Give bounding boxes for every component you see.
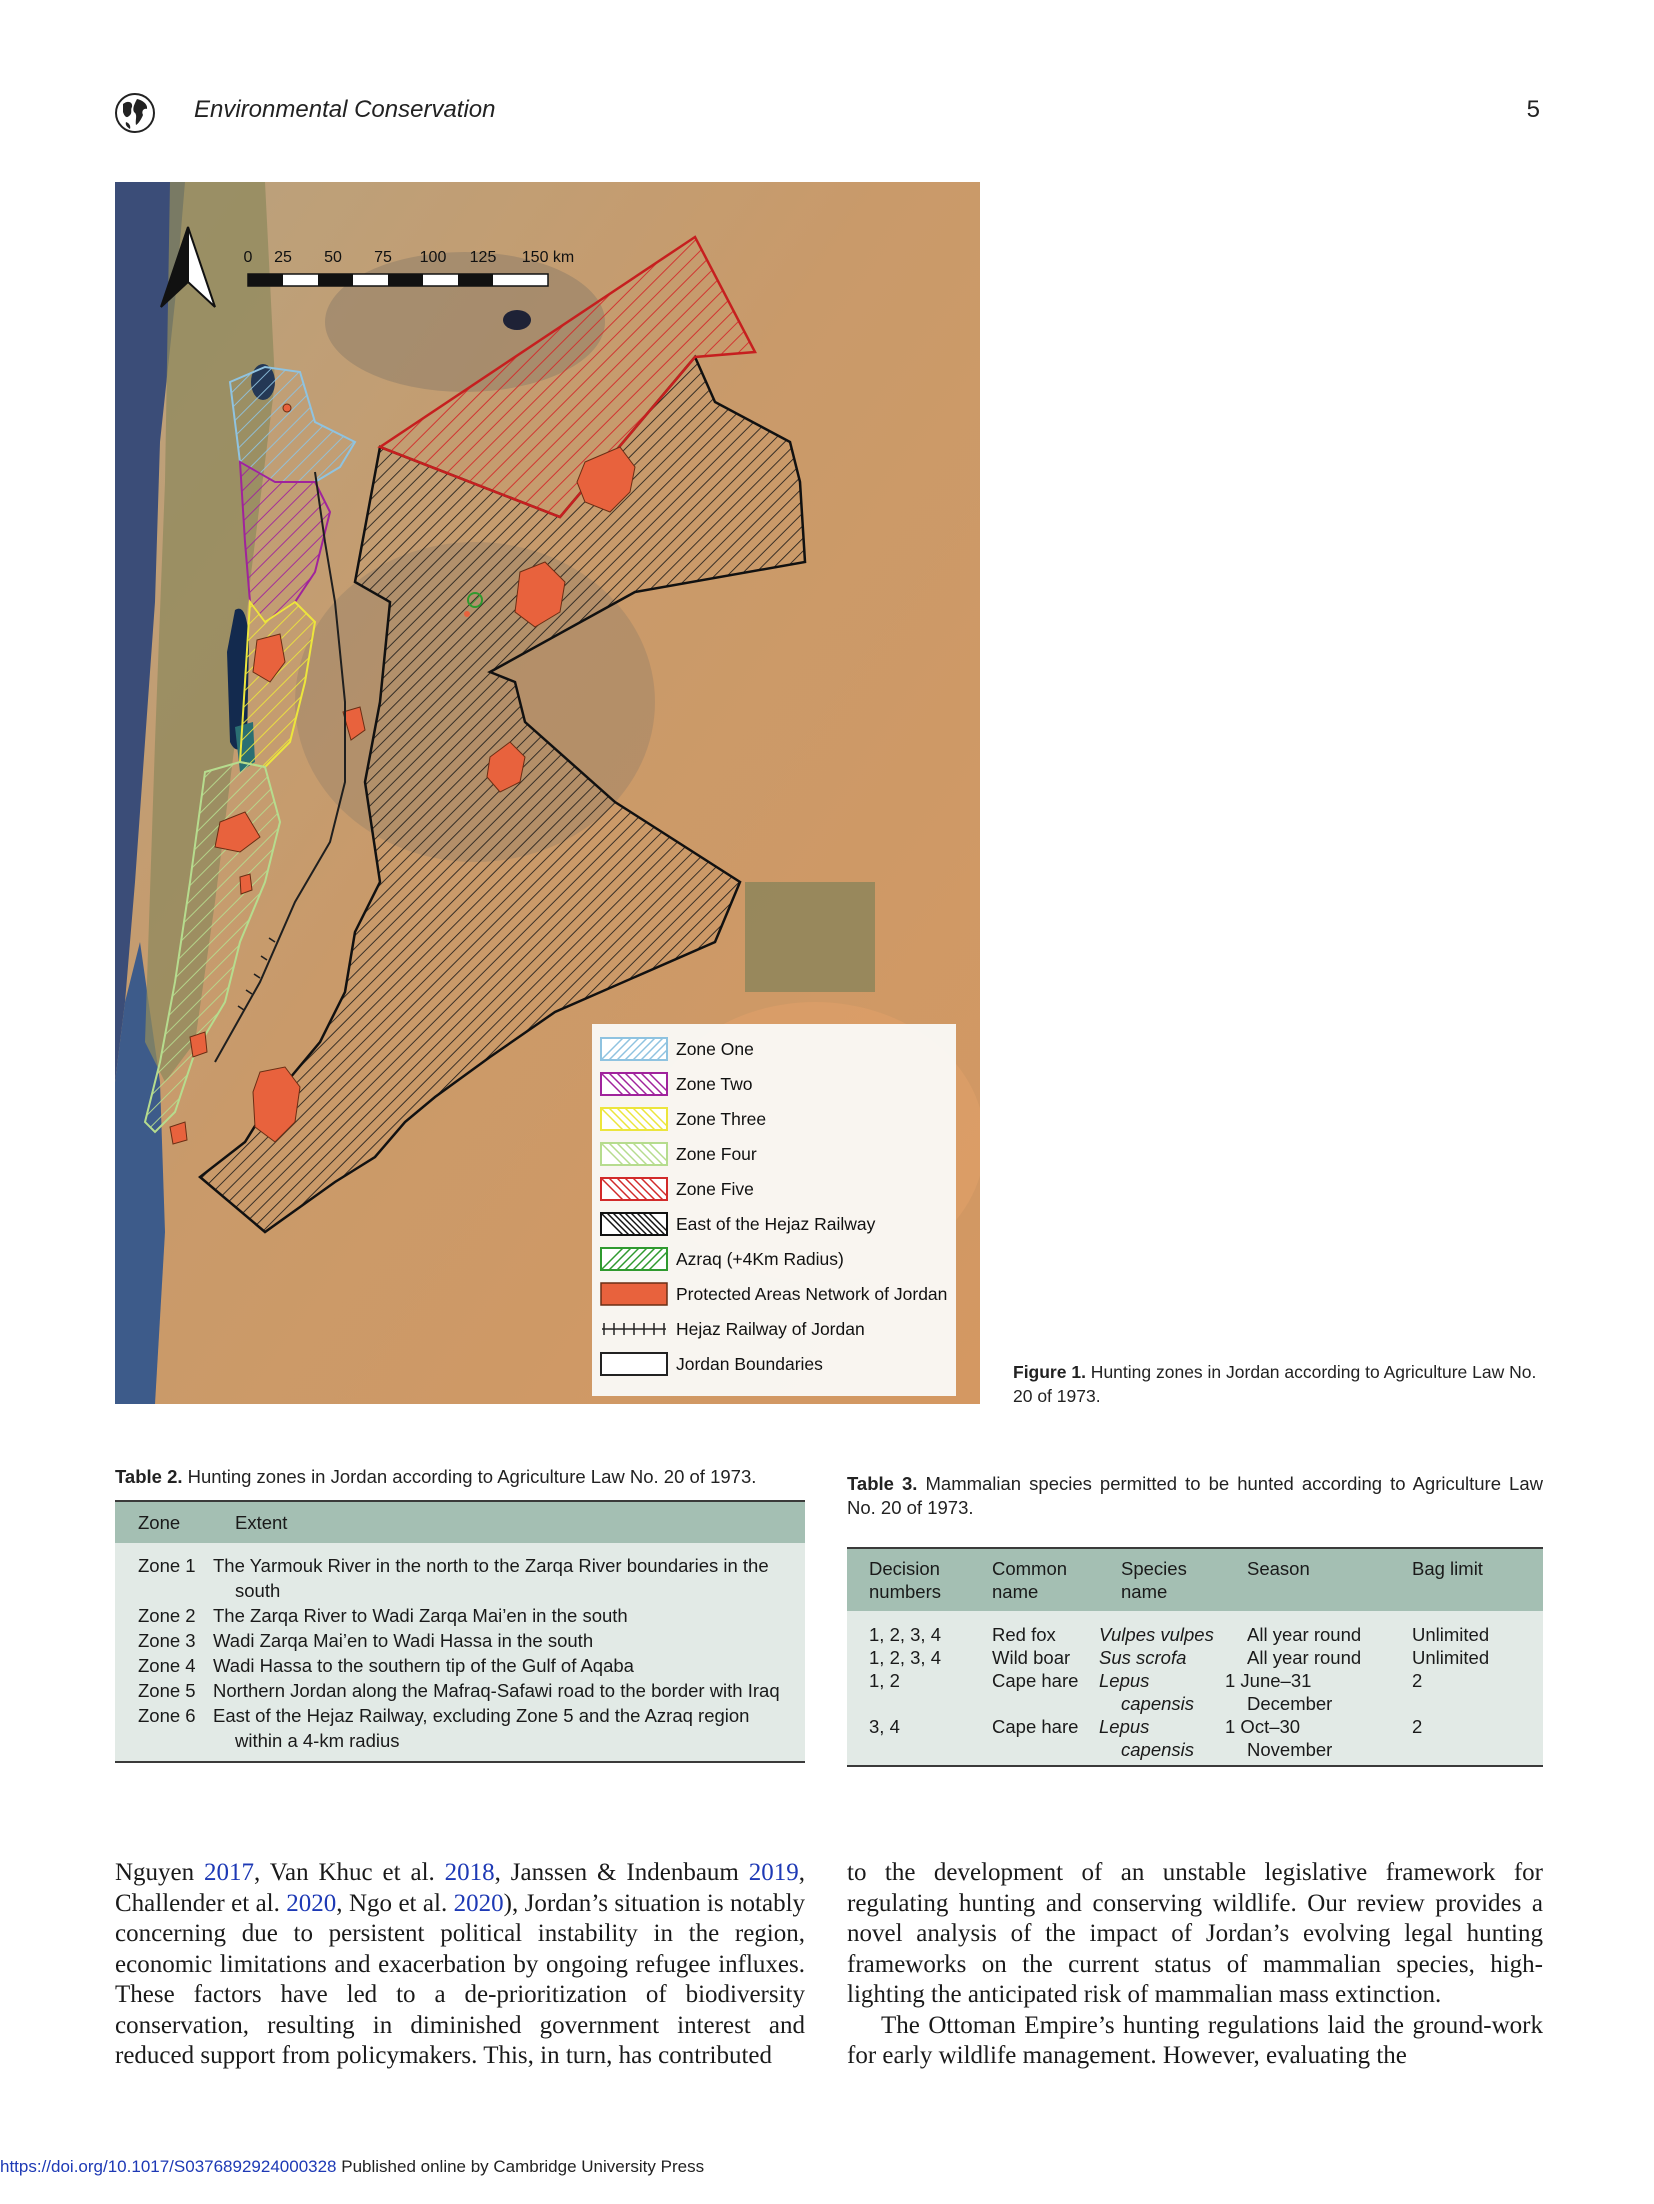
legend-item [600, 1139, 757, 1169]
extent-cell: The Yarmouk River in the north to the Zarqa River boundaries in the south [213, 1555, 769, 1601]
scale-label: 150 km [521, 249, 575, 266]
species-cell: Vulpes vulpes [1099, 1624, 1214, 1645]
table2-header-row [115, 1501, 805, 1543]
legend-swatch-east-hejaz [600, 1212, 668, 1236]
table3-header: Bag limit [1412, 1548, 1543, 1611]
legend-swatch-boundaries [600, 1352, 668, 1376]
legend-swatch-zone-four [600, 1142, 668, 1166]
decision-cell: 1, 2 [869, 1670, 900, 1691]
bag-limit-cell: 2 [1412, 1716, 1423, 1737]
figure-label: Figure 1. [1013, 1362, 1086, 1382]
extent-cell: East of the Hejaz Railway, excluding Zone 5 and the Azraq region within a 4-km radius [213, 1705, 750, 1751]
azraq-zone [468, 593, 482, 607]
body-text-segment: Nguyen [115, 1859, 205, 1886]
figure-caption [1013, 1360, 1543, 1408]
table-row [847, 1669, 1543, 1715]
body-left-column [115, 1858, 805, 2072]
table3-caption-text: Mammalian species permitted to be hunted according to Agriculture Law No. 20 of 1973. [847, 1473, 1543, 1518]
table-row [115, 1543, 805, 1603]
legend-label: Zone Three [676, 1108, 767, 1129]
zone-cell: Zone 1 [138, 1555, 196, 1576]
legend-item [600, 1209, 875, 1239]
legend-label: East of the Hejaz Railway [676, 1213, 876, 1234]
species-cell: Lepus capensis [1099, 1670, 1195, 1714]
citation-link[interactable]: 2018 [444, 1859, 495, 1886]
season-cell: All year round [1247, 1647, 1362, 1668]
figure-caption-text: Hunting zones in Jordan according to Agriculture Law No. 20 of 1973. [1013, 1362, 1537, 1406]
protected-area [190, 1032, 207, 1057]
body-text-segment: , Van Khuc et al. [254, 1859, 445, 1886]
table2-caption-text: Hunting zones in Jordan according to Agriculture Law No. 20 of 1973. [182, 1466, 757, 1487]
legend-item [600, 1279, 947, 1309]
table-row [115, 1603, 805, 1628]
legend-swatch-zone-five [600, 1177, 668, 1201]
extent-cell: The Zarqa River to Wadi Zarqa Mai’en in the south [213, 1605, 628, 1626]
legend-item [600, 1174, 754, 1204]
map-legend [592, 1024, 956, 1396]
globe-icon [114, 92, 156, 134]
citation-link[interactable]: 2019 [748, 1859, 799, 1886]
season-cell: 1 June–31 December [1225, 1670, 1333, 1714]
decision-cell: 1, 2, 3, 4 [869, 1624, 941, 1645]
legend-label: Jordan Boundaries [676, 1353, 823, 1374]
table-row [115, 1628, 805, 1653]
legend-swatch-protected-areas [600, 1282, 668, 1306]
citation-link[interactable]: 2020 [286, 1889, 337, 1917]
zone-cell: Zone 3 [138, 1630, 196, 1651]
table2-label: Table 2. [115, 1466, 183, 1487]
table-row [847, 1646, 1543, 1669]
paragraph: The Ottoman Empire’s hunting regulations laid the ground-work for early wildlife management. However, evaluating the [847, 2011, 1543, 2069]
table2-header: Zone [115, 1501, 235, 1543]
legend-item [600, 1244, 844, 1274]
protected-area [240, 874, 252, 894]
footer [0, 2157, 704, 2177]
legend-label: Zone Two [676, 1073, 753, 1094]
body-text-segment: ), Jordan’s situation is notably concerning due to persistent political instability in the region, economic limitations and exacerbation by ongoing refugee influxes. These factors have led to a de-prioritization of biodiversity conservation, resulting in diminished government interest and reduced support from policymakers. This, in turn, has contributed [115, 1889, 806, 2069]
legend-swatch-azraq [600, 1247, 668, 1271]
scale-label: 125 [469, 249, 497, 266]
scale-label: 100 [419, 249, 447, 266]
citation-link[interactable]: 2017 [204, 1859, 255, 1886]
zone-cell: Zone 6 [138, 1705, 196, 1726]
scale-label: 50 [324, 249, 342, 266]
citation-link[interactable]: 2020 [453, 1889, 504, 1917]
legend-item [600, 1104, 766, 1134]
decision-cell: 3, 4 [869, 1716, 900, 1737]
table-row [115, 1678, 805, 1703]
table3-label: Table 3. [847, 1473, 918, 1494]
body-text-segment: , Janssen & Indenbaum [494, 1859, 749, 1886]
table3-header-row [847, 1548, 1543, 1611]
legend-label: Zone One [676, 1038, 754, 1059]
legend-item [600, 1034, 754, 1064]
table3-header: Decision numbers [847, 1548, 992, 1611]
legend-swatch-zone-one [600, 1037, 668, 1061]
journal-title: Environmental Conservation [194, 96, 496, 123]
legend-item [600, 1349, 823, 1379]
legend-label: Hejaz Railway of Jordan [676, 1318, 865, 1339]
farmland [745, 882, 875, 992]
legend-label: Zone Four [676, 1143, 757, 1164]
scale-label: 25 [274, 249, 292, 266]
legend-label: Protected Areas Network of Jordan [676, 1283, 948, 1304]
zone-cell: Zone 2 [138, 1605, 196, 1626]
table3-header: Common name [992, 1548, 1121, 1611]
season-cell: All year round [1247, 1624, 1362, 1645]
common-name-cell: Cape hare [992, 1716, 1079, 1737]
extent-cell: Wadi Hassa to the southern tip of the Gulf of Aqaba [213, 1655, 634, 1676]
species-cell: Lepus capensis [1099, 1716, 1195, 1760]
table2-caption [115, 1465, 805, 1489]
legend-label: Zone Five [676, 1178, 754, 1199]
table3-caption [847, 1472, 1543, 1520]
table2-header: Extent [235, 1501, 805, 1543]
bag-limit-cell: 2 [1412, 1670, 1423, 1691]
table-row [847, 1611, 1543, 1646]
decision-cell: 1, 2, 3, 4 [869, 1647, 941, 1668]
zone-cell: Zone 4 [138, 1655, 196, 1676]
footer-text: Published online by Cambridge University Press [336, 2157, 705, 2176]
reservoir [503, 310, 531, 330]
table-row [847, 1715, 1543, 1766]
page-number: 5 [1526, 96, 1540, 123]
zone-cell: Zone 5 [138, 1680, 196, 1701]
table3-header: Species name [1121, 1548, 1247, 1611]
bag-limit-cell: Unlimited [1412, 1647, 1490, 1668]
legend-label: Azraq (+4Km Radius) [676, 1248, 844, 1269]
doi-link[interactable]: https://doi.org/10.1017/S0376892924000328 [0, 2157, 337, 2176]
legend-swatch-railway [600, 1317, 668, 1341]
common-name-cell: Red fox [992, 1624, 1056, 1645]
common-name-cell: Cape hare [992, 1670, 1079, 1691]
scale-label: 0 [243, 249, 253, 266]
species-cell: Sus scrofa [1099, 1647, 1187, 1668]
legend-item [600, 1314, 865, 1344]
extent-cell: Northern Jordan along the Mafraq-Safawi road to the border with Iraq [213, 1680, 780, 1701]
body-right-column [847, 1858, 1543, 2072]
paragraph: to the development of an unstable legislative framework for regulating hunting and conserving wildlife. Our review provides a novel analysis of the impact of Jordan’s evolving legal hunting frameworks on the current status of mammalian species, high-lighting the anticipated risk of mammalian mass extinction. [847, 1859, 1543, 2008]
body-text-segment: , Challender et al. [115, 1859, 805, 1917]
extent-cell: Wadi Zarqa Mai’en to Wadi Hassa in the south [213, 1630, 594, 1651]
legend-swatch-zone-three [600, 1107, 668, 1131]
season-cell: 1 Oct–30 November [1225, 1716, 1333, 1760]
table-row [115, 1703, 805, 1762]
bag-limit-cell: Unlimited [1412, 1624, 1490, 1645]
body-text-segment: , Ngo et al. [336, 1889, 454, 1917]
table3-header: Season [1247, 1548, 1412, 1611]
common-name-cell: Wild boar [992, 1647, 1071, 1668]
legend-swatch-zone-two [600, 1072, 668, 1096]
table-row [115, 1653, 805, 1678]
legend-item [600, 1069, 753, 1099]
table3 [847, 1547, 1543, 1767]
table2 [115, 1500, 805, 1763]
scale-label: 75 [374, 249, 392, 266]
